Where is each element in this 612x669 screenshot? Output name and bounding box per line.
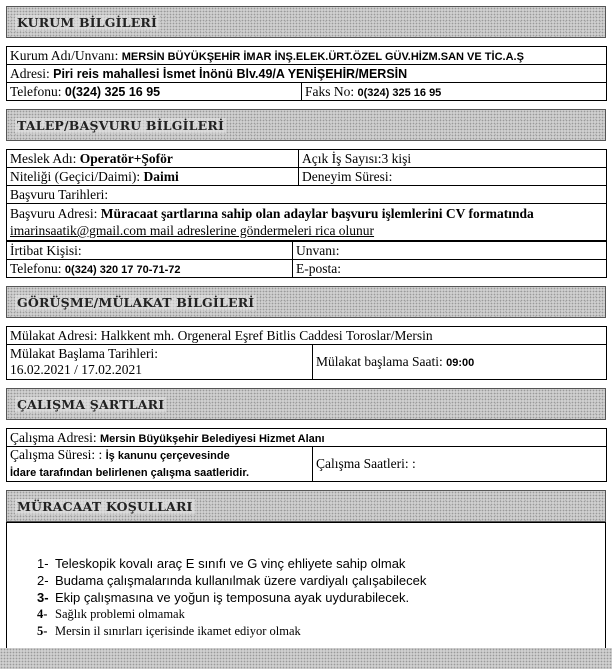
section-header-talep: TALEP/BAŞVURU BİLGİLERİ — [6, 109, 606, 141]
table-row — [7, 345, 607, 380]
deneyim-cell: Deneyim Süresi: — [299, 168, 607, 186]
mulakat-saat-cell: Mülakat başlama Saati: 09:00 — [313, 345, 607, 380]
table-row — [7, 168, 607, 186]
calisma-saatleri-cell: Çalışma Saatleri: : — [313, 447, 607, 482]
table-row — [7, 327, 607, 345]
mulakat-adres-cell: Mülakat Adresi: Halkkent mh. Orgeneral Eşref Bitlis Caddesi Toroslar/Mersin — [7, 327, 607, 345]
table-row — [7, 242, 607, 260]
calisma-table — [6, 428, 607, 482]
table-row — [7, 447, 607, 482]
condition-list — [37, 555, 426, 640]
table-row — [7, 65, 607, 83]
footer-band — [0, 648, 612, 669]
calisma-sure-cell: Çalışma Süresi: : İş kanunu çerçevesinde İdare tarafından belirlenen çalışma saatleridir. — [7, 447, 313, 482]
section-header-gorusme: GÖRÜŞME/MÜLAKAT BİLGİLERİ — [6, 286, 606, 318]
calisma-adres-cell: Çalışma Adresi: Mersin Büyükşehir Belediyesi Hizmet Alanı — [7, 429, 607, 447]
table-row — [7, 83, 607, 101]
talep-telefon-cell: Telefonu: 0(324) 320 17 70-71-72 — [7, 260, 293, 278]
meslek-cell: Meslek Adı: Operatör+Şoför — [7, 150, 299, 168]
acik-is-cell: Açık İş Sayısı:3 kişi — [299, 150, 607, 168]
job-posting-form — [6, 6, 606, 652]
kurum-faks-cell: Faks No: 0(324) 325 16 95 — [302, 83, 607, 101]
muracaat-list-box — [6, 522, 606, 652]
eposta-cell: E-posta: — [293, 260, 607, 278]
table-row — [7, 429, 607, 447]
list-item: 4- Sağlık problemi olmamak — [37, 607, 185, 621]
basvuru-tarihleri-cell: Başvuru Tarihleri: — [7, 186, 607, 204]
list-item: 1- Teleskopik kovalı araç E sınıfı ve G vinç ehliyete sahip olmak — [37, 556, 406, 571]
talep-table — [6, 149, 607, 241]
irtibat-cell: İrtibat Kişisi: — [7, 242, 293, 260]
irtibat-table — [6, 241, 607, 278]
kurum-telefon-cell: Telefonu: 0(324) 325 16 95 — [7, 83, 302, 101]
unvani-cell: Unvanı: — [293, 242, 607, 260]
kurum-adres-cell: Adresi: Piri reis mahallesi İsmet İnönü Blv.49/A YENİŞEHİR/MERSİN — [7, 65, 607, 83]
section-header-calisma: ÇALIŞMA ŞARTLARI — [6, 388, 606, 420]
mulakat-tarih-cell: Mülakat Başlama Tarihleri: 16.02.2021 / 17.02.2021 — [7, 345, 313, 380]
email-link[interactable]: imarinsaatik@gmail.com mail adreslerine göndermeleri rica olunur — [10, 223, 375, 238]
basvuru-adres-cell: Başvuru Adresi: Müracaat şartlarına sahip olan adaylar başvuru işlemlerini CV formatında imarinsaatik@gmail.com mail adreslerine göndermeleri rica olunur — [7, 204, 607, 241]
list-item: 5- Mersin il sınırları içerisinde ikamet ediyor olmak — [37, 624, 301, 638]
table-row — [7, 150, 607, 168]
table-row — [7, 186, 607, 204]
niteligi-cell: Niteliği (Geçici/Daimi): Daimi — [7, 168, 299, 186]
kurum-table — [6, 46, 607, 101]
gorusme-table — [6, 326, 607, 380]
section-header-kurum: KURUM BİLGİLERİ — [6, 6, 606, 38]
table-row — [7, 204, 607, 241]
table-row — [7, 47, 607, 65]
section-header-muracaat: MÜRACAAT KOŞULLARI — [6, 490, 606, 522]
kurum-adi-cell: Kurum Adı/Unvanı: MERSİN BÜYÜKŞEHİR İMAR İNŞ.ELEK.ÜRT.ÖZEL GÜV.HİZM.SAN VE TİC.A.Ş — [7, 47, 607, 65]
list-item: 3- Ekip çalışmasına ve yoğun iş temposuna ayak uydurabilecek. — [37, 590, 410, 605]
table-row — [7, 260, 607, 278]
list-item: 2- Budama çalışmalarında kullanılmak üzere vardiyalı çalışabilecek — [37, 573, 427, 588]
